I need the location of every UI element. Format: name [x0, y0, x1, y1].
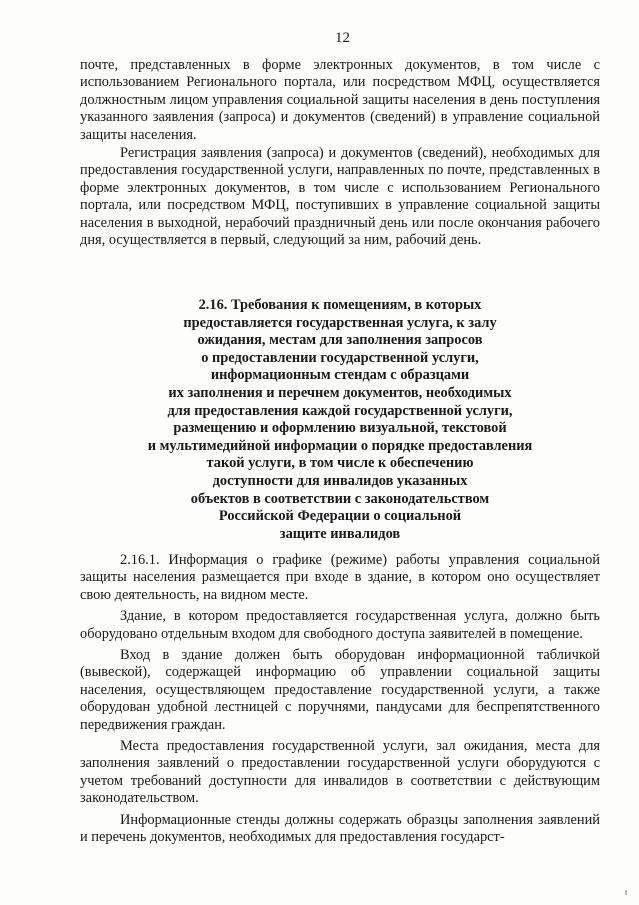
paragraph: Здание, в котором предоставляется государственная услуга, должно быть оборудовано отдельным входом для свободного доступа заявителей в помещение. [80, 608, 600, 642]
bottom-text-block [80, 552, 600, 851]
paragraph: Места предоставления государственной услуги, зал ожидания, места для заполнения заявлений о предоставлении государственной услуги оборудуются с учетом требований доступности для инвалидов в соответствии с действующим законодательством. [80, 738, 600, 807]
page-number: 12 [335, 30, 350, 46]
paragraph: Вход в здание должен быть оборудован информационной табличкой (вывеской), содержащей информацию об управлении социальной защиты населения, осуществляющем предоставление государственной услуги, а также оборудован удобной лестницей с поручнями, пандусами для беспрепятственного передвижения граждан. [80, 647, 600, 733]
paragraph: Информационные стенды должны содержать образцы заполнения заявлений и перечень документов, необходимых для предоставления государст- [80, 811, 600, 846]
top-text-block [80, 57, 600, 249]
section-heading: 2.16. Требования к помещениям, в которых предоставляется государственная услуга, к залу ожидания, местам для заполнения запросов о предоставлении государственной услуги, информационным стендам с образцами их заполнения и перечнем документов, необходимых для предоставления каждой государственной услуги, размещению и оформлению визуальной, текстовой и мультимедийной информации о порядке предоставления такой услуги, в том числе к обеспечению доступности для инвалидов указанных объектов в соответствии с законодательством Российской Федерации о социальной защите инвалидов [147, 297, 533, 542]
paragraph: почте, представленных в форме электронных документов, в том числе с использованием Регионального портала, или посредством МФЦ, осуществляется должностным лицом управления социальной защиты населения в день поступления указанного заявления (запроса) и документов (сведений) в управление социальной защиты населения. [80, 57, 600, 143]
paragraph: 2.16.1. Информация о графике (режиме) работы управления социальной защиты населения размещается при входе в здание, в котором оно осуществляет свою деятельность, на видном месте. [80, 552, 600, 603]
scan-edge-mark [625, 890, 627, 895]
paragraph: Регистрация заявления (запроса) и документов (сведений), необходимых для предоставления государственной услуги, направленных по почте, представленных в форме электронных документов, в том числе с использованием Регионального портала, или посредством МФЦ, поступивших в управление социальной защиты населения в выходной, нерабочий праздничный день или после окончания рабочего дня, осуществляется в первый, следующий за ним, рабочий день. [80, 145, 600, 249]
